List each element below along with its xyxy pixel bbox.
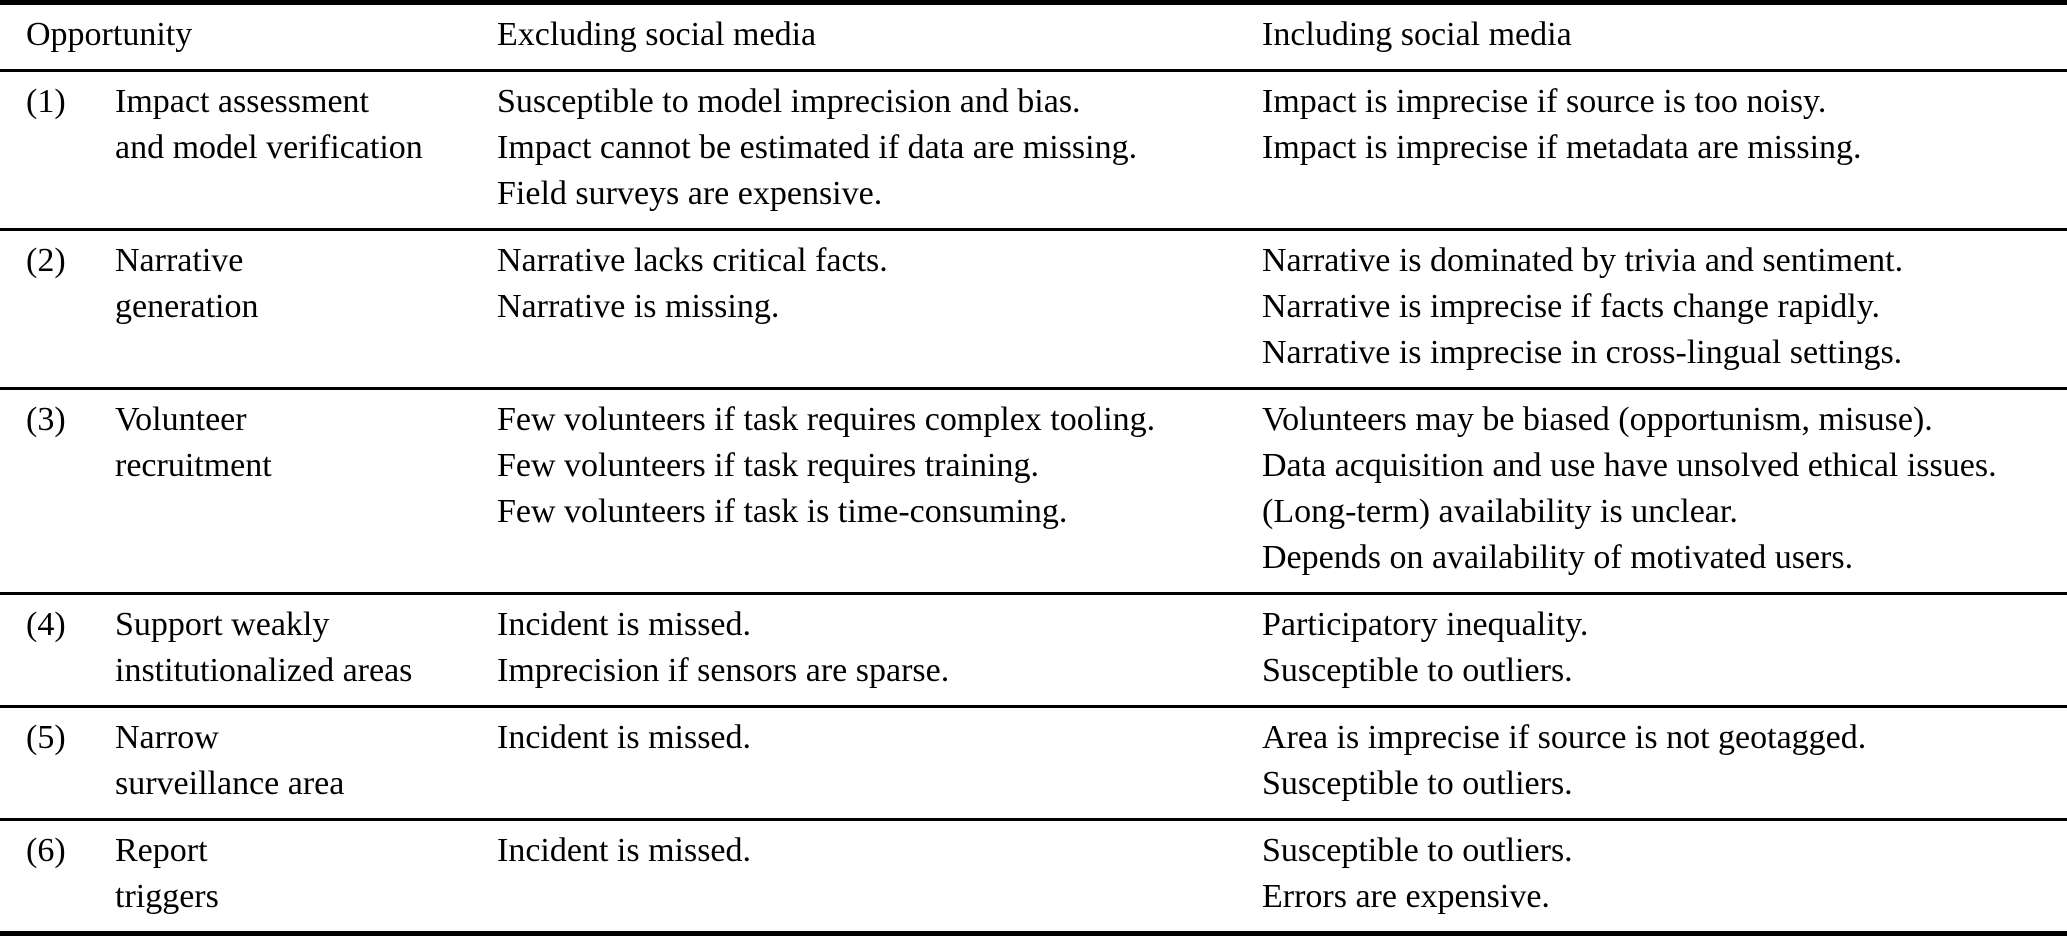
excluding-cell	[470, 389, 1235, 594]
opportunity-cell	[88, 230, 470, 389]
cell-line: and model verification	[115, 129, 423, 166]
excluding-cell	[470, 594, 1235, 707]
cell-line: Report	[115, 832, 208, 869]
row-number: (2)	[26, 242, 66, 279]
cell-line: Support weakly	[115, 606, 330, 643]
cell-line: Imprecision if sensors are sparse.	[497, 652, 950, 689]
cell-line: generation	[115, 288, 259, 325]
table-body	[0, 71, 2067, 934]
header-excluding-social-media: Excluding social media	[497, 16, 817, 53]
cell-line: Susceptible to outliers.	[1262, 832, 1573, 869]
including-cell	[1235, 820, 2067, 934]
cell-line: Impact is imprecise if source is too noisy.	[1262, 83, 1827, 120]
cell-line: Incident is missed.	[497, 832, 752, 869]
cell-line: Few volunteers if task requires complex tooling.	[497, 401, 1156, 438]
opportunity-cell	[88, 820, 470, 934]
opportunity-cell	[88, 594, 470, 707]
opportunity-cell	[88, 707, 470, 820]
cell-line: Narrative is dominated by trivia and sentiment.	[1262, 242, 1904, 279]
including-cell	[1235, 230, 2067, 389]
cell-line: Narrative is missing.	[497, 288, 780, 325]
table-row	[0, 230, 2067, 389]
table-row	[0, 71, 2067, 230]
cell-line: (Long-term) availability is unclear.	[1262, 493, 1738, 530]
row-number: (6)	[26, 832, 66, 869]
cell-line: Narrow	[115, 719, 219, 756]
excluding-cell	[470, 230, 1235, 389]
cell-line: Volunteers may be biased (opportunism, misuse).	[1262, 401, 1933, 438]
cell-line: Field surveys are expensive.	[497, 175, 883, 212]
cell-line: Narrative is imprecise in cross-lingual settings.	[1262, 334, 1903, 371]
cell-line: Incident is missed.	[497, 606, 752, 643]
cell-line: Impact is imprecise if metadata are missing.	[1262, 129, 1862, 166]
header-row	[0, 3, 2067, 71]
row-number: (1)	[26, 83, 66, 120]
cell-line: Few volunteers if task is time-consuming.	[497, 493, 1068, 530]
cell-line: Volunteer	[115, 401, 247, 438]
cell-line: Errors are expensive.	[1262, 878, 1550, 915]
including-cell	[1235, 594, 2067, 707]
cell-line: Data acquisition and use have unsolved ethical issues.	[1262, 447, 1997, 484]
cell-line: recruitment	[115, 447, 272, 484]
opportunity-cell	[88, 71, 470, 230]
cell-line: Impact assessment	[115, 83, 369, 120]
table-row	[0, 594, 2067, 707]
cell-line: Few volunteers if task requires training.	[497, 447, 1039, 484]
including-cell	[1235, 389, 2067, 594]
table-row	[0, 820, 2067, 934]
row-number: (3)	[26, 401, 66, 438]
row-number: (4)	[26, 606, 66, 643]
cell-line: Incident is missed.	[497, 719, 752, 756]
cell-line: Depends on availability of motivated users.	[1262, 539, 1854, 576]
row-number: (5)	[26, 719, 66, 756]
cell-line: Narrative	[115, 242, 244, 279]
cell-line: Susceptible to model imprecision and bias.	[497, 83, 1081, 120]
opportunity-cell	[88, 389, 470, 594]
table-row	[0, 707, 2067, 820]
cell-line: Narrative is imprecise if facts change rapidly.	[1262, 288, 1881, 325]
cell-line: Area is imprecise if source is not geotagged.	[1262, 719, 1867, 756]
including-cell	[1235, 707, 2067, 820]
table-header	[0, 3, 2067, 71]
excluding-cell	[470, 707, 1235, 820]
table-row	[0, 389, 2067, 594]
cell-line: Narrative lacks critical facts.	[497, 242, 888, 279]
header-opportunity: Opportunity	[26, 16, 193, 53]
excluding-cell	[470, 820, 1235, 934]
including-cell	[1235, 71, 2067, 230]
cell-line: Susceptible to outliers.	[1262, 652, 1573, 689]
cell-line: Susceptible to outliers.	[1262, 765, 1573, 802]
excluding-cell	[470, 71, 1235, 230]
header-including-social-media: Including social media	[1262, 16, 1572, 53]
cell-line: Participatory inequality.	[1262, 606, 1589, 643]
cell-line: institutionalized areas	[115, 652, 413, 689]
cell-line: triggers	[115, 878, 219, 915]
cell-line: surveillance area	[115, 765, 345, 802]
cell-line: Impact cannot be estimated if data are missing.	[497, 129, 1138, 166]
